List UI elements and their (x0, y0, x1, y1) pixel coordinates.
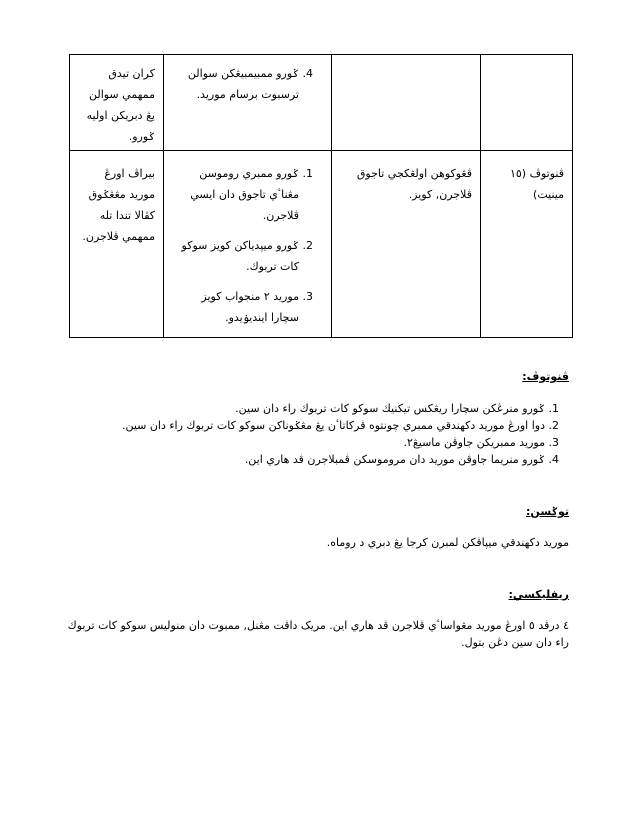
row2-col3 (164, 151, 332, 338)
refleksi-text: ٤ درڤد ٥ اورڠ موريد مڠواساٴي ڤلاجرن ڤد هاري اين. مريک داڤت مڠنل, ممبوت دان منوليس سوكو كات تربوك راء دان سين دڠن بتول. (67, 619, 569, 649)
row1-col2 (332, 55, 481, 151)
row1-step-4: 4. ݢورو ممبيمبيڠكن سوالن ترسبوت برسام موريد. (172, 63, 299, 105)
penutup-heading: ڤنوتوڤ: (522, 370, 569, 383)
table-row-2 (70, 151, 573, 338)
penutup-item-4: 4. ݢورو منريما جاوڤن موريد دان مروموسكن ڤمبلاجرن ڤد هاري اين. (60, 451, 545, 468)
penutup-item-2: 2. دوا اورڠ موريد دكهندقي ممبري چونتوه ڤركاتاٴن يڠ مڠݢوناكن سوكو كات تربوك راء دان سين. (60, 417, 545, 434)
row2-col4: بيراڤ اورڠ موريد مڠڠݢوق كڤالا تندا تله ممهمي ڤلاجرن. (70, 151, 164, 338)
penutup-item-3: 3. موريد ممبريكن جاوڤن ماسيڠ٢. (60, 434, 545, 451)
lesson-table (69, 54, 573, 338)
row2-step-1: 1. ݢورو ممبري روموسن مڠناٴي تاجوق دان ايسي ڤلاجرن. (172, 163, 299, 226)
row2-step-3: 3. موريد ٢ منجواب كويز سچارا اينديۏيدو. (172, 286, 299, 328)
row2-step-2: 2. ݢورو ميڽدياكن كويز سوكو كات تربوك. (172, 235, 299, 277)
tugasan-text: موريد دكهندقي ميڽاڤكن لمبرن كرجا يڠ دبري د روماه. (326, 536, 569, 549)
row2-col1: ڤنوتوڤ (١٥ مينيت) (481, 151, 573, 338)
row1-col3 (164, 55, 332, 151)
refleksi-heading: ريفليكسي: (508, 588, 569, 601)
row2-col2: ڤڠوكوهن اولڠكجي تاجوق ڤلاجرن, كويز. (332, 151, 481, 338)
table-row-1 (70, 55, 573, 151)
tugasan-heading: توݢسن: (526, 505, 569, 518)
penutup-list (60, 400, 569, 468)
row1-col4: كران تيدق ممهمي سوالن يڠ دبريكن اوليه ݢورو. (70, 55, 164, 151)
penutup-item-1: 1. ݢورو منرڠكن سچارا ريڠكس تيكنيك سوكو كات تربوك راء دان سين. (60, 400, 545, 417)
row1-col1 (481, 55, 573, 151)
